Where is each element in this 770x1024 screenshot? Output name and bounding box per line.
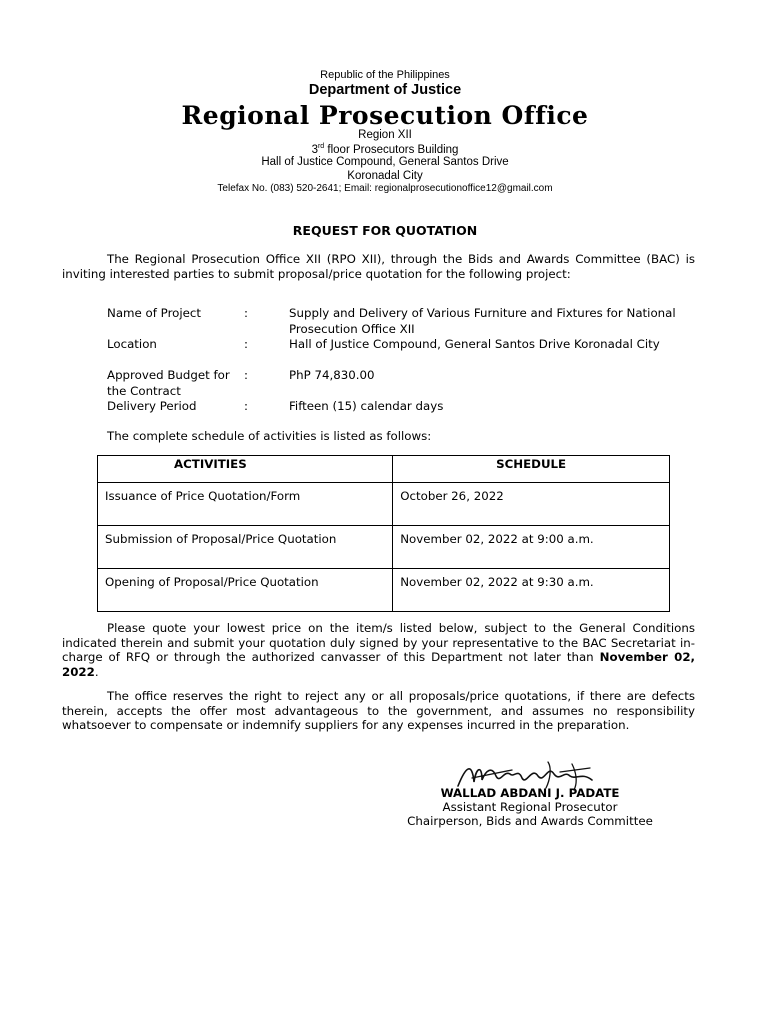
- project-row-location: [107, 337, 677, 368]
- project-label: Name of Project: [107, 306, 202, 320]
- table-row: [98, 568, 670, 611]
- project-label: Location: [107, 337, 157, 351]
- activity-cell: Issuance of Price Quotation/Form: [98, 482, 393, 525]
- floor-number: 3: [311, 143, 318, 156]
- floor-line: [0, 143, 770, 156]
- project-label: Approved Budget for the Contract: [107, 368, 230, 398]
- project-value: Fifteen (15) calendar days: [289, 399, 444, 413]
- schedule-cell: November 02, 2022 at 9:30 a.m.: [393, 568, 670, 611]
- office-name: Regional Prosecution Office: [181, 101, 589, 130]
- signature-block: [380, 768, 680, 828]
- table-row: [98, 482, 670, 525]
- activity-cell: Submission of Proposal/Price Quotation: [98, 525, 393, 568]
- intro-paragraph: The Regional Prosecution Office XII (RPO XII), through the Bids and Awards Committee (BAC) is inviting interested parties to submit proposal/price quotation for the following project:: [62, 252, 695, 281]
- table-header-row: [98, 456, 670, 483]
- floor-text: floor Prosecutors Building: [324, 143, 459, 156]
- project-colon: :: [244, 306, 248, 320]
- schedule-cell: October 26, 2022: [393, 482, 670, 525]
- region-line: Region XII: [358, 129, 412, 141]
- schedule-intro: The complete schedule of activities is listed as follows:: [107, 429, 432, 443]
- signatory-role: Chairperson, Bids and Awards Committee: [407, 814, 653, 828]
- activity-cell: Opening of Proposal/Price Quotation: [98, 568, 393, 611]
- reservation-paragraph: The office reserves the right to reject any or all proposals/price quotations, if there are defects therein, accepts the offer most advantageous to the government, and assumes no responsibility whatsoever to compensate or indemnify suppliers for any expenses incurred in the preparation.: [62, 689, 695, 732]
- project-value: Supply and Delivery of Various Furniture and Fixtures for National Prosecution Office XII: [289, 306, 676, 336]
- republic-line: Republic of the Philippines: [320, 69, 450, 81]
- instructions-text: Please quote your lowest price on the item/s listed below, subject to the General Conditions indicated therein and submit your quotation duly signed by your representative to the BAC Secretariat in-charge of RFQ or through the authorized canvasser of this Department not later than: [62, 621, 695, 664]
- floor-suffix: rd: [317, 143, 325, 150]
- project-value: PhP 74,830.00: [289, 368, 375, 382]
- project-colon: :: [244, 337, 248, 351]
- contact-line: Telefax No. (083) 520-2641; Email: regionalprosecutionoffice12@gmail.com: [217, 183, 553, 194]
- signatory-position: Assistant Regional Prosecutor: [442, 800, 618, 814]
- schedule-cell: November 02, 2022 at 9:00 a.m.: [393, 525, 670, 568]
- instructions-paragraph: [62, 621, 695, 679]
- address-line: Hall of Justice Compound, General Santos Drive: [261, 156, 509, 168]
- column-header-activities: ACTIVITIES: [98, 456, 393, 483]
- column-header-schedule: SCHEDULE: [393, 456, 670, 483]
- project-row-name: [107, 306, 677, 337]
- project-colon: :: [244, 399, 248, 413]
- city-line: Koronadal City: [347, 170, 423, 182]
- project-label: Delivery Period: [107, 399, 197, 413]
- signatory-name: WALLAD ABDANI J. PADATE: [440, 786, 620, 800]
- document-title: REQUEST FOR QUOTATION: [292, 223, 478, 238]
- project-row-budget: [107, 368, 677, 399]
- table-row: [98, 525, 670, 568]
- project-colon: :: [244, 368, 248, 382]
- schedule-table: [97, 455, 670, 612]
- project-value: Hall of Justice Compound, General Santos Drive Koronadal City: [289, 337, 660, 351]
- instructions-end: .: [94, 664, 99, 679]
- project-row-delivery: [107, 399, 677, 415]
- project-details: [107, 306, 677, 415]
- department-name: Department of Justice: [308, 82, 462, 98]
- deadline-date: November 02, 2022: [62, 650, 696, 679]
